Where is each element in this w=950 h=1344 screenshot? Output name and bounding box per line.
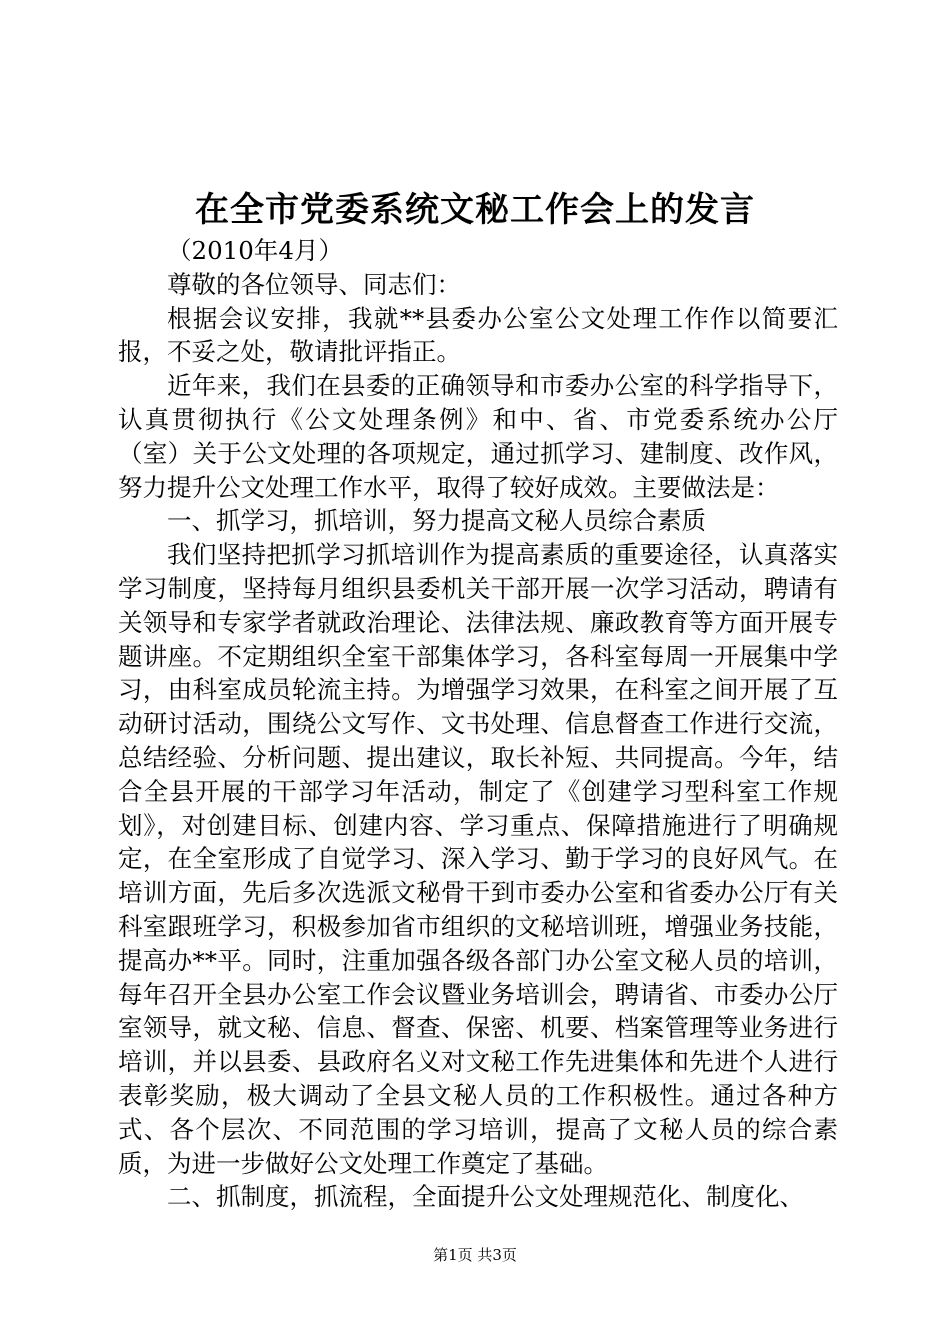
paragraph-overview: 近年来，我们在县委的正确领导和市委办公室的科学指导下，认真贯彻执行《公文处理条例》和中、省、市党委系统办公厅（室）关于公文处理的各项规定，通过抓学习、建制度、改作风，努力提升公文处理工作水平，取得了较好成效。主要做法是： <box>118 371 838 502</box>
section-heading-2: 二、抓制度，抓流程，全面提升公文处理规范化、制度化、 <box>167 1182 804 1212</box>
salutation: 尊敬的各位领导、同志们： <box>167 269 461 299</box>
paragraph-intro: 根据会议安排，我就**县委办公室公文处理工作作以简要汇报，不妥之处，敬请批评指正。 <box>118 303 838 367</box>
document-title: 在全市党委系统文秘工作会上的发言 <box>195 190 755 230</box>
document-body <box>118 234 838 1214</box>
page-indicator: 第1页 共3页 <box>433 1246 517 1264</box>
document-date: （2010年4月） <box>167 236 343 265</box>
paragraph-section-1: 我们坚持把抓学习抓培训作为提高素质的重要途径，认真落实学习制度，坚持每月组织县委机关干部开展一次学习活动，聘请有关领导和专家学者就政治理论、法律法规、廉政教育等方面开展专题讲座。不定期组织全室干部集体学习，各科室每周一开展集中学习，由科室成员轮流主持。为增强学习效果，在科室之间开展了互动研讨活动，围绕公文写作、文书处理、信息督查工作进行交流，总结经验、分析问题、提出建议，取长补短、共同提高。今年，结合全县开展的干部学习年活动，制定了《创建学习型科室工作规划》，对创建目标、创建内容、学习重点、保障措施进行了明确规定，在全室形成了自觉学习、深入学习、勤于学习的良好风气。在培训方面，先后多次选派文秘骨干到市委办公室和省委办公厅有关科室跟班学习，积极参加省市组织的文秘培训班，增强业务技能，提高办**平。同时，注重加强各级各部门办公室文秘人员的培训，每年召开全县办公室工作会议暨业务培训会，聘请省、市委办公厅室领导，就文秘、信息、督查、保密、机要、档案管理等业务进行培训，并以县委、县政府名义对文秘工作先进集体和先进个人进行表彰奖励，极大调动了全县文秘人员的工作积极性。通过各种方式、各个层次、不同范围的学习培训，提高了文秘人员的综合素质，为进一步做好公文处理工作奠定了基础。 <box>118 540 838 1178</box>
section-heading-1: 一、抓学习，抓培训，努力提高文秘人员综合素质 <box>167 506 706 536</box>
